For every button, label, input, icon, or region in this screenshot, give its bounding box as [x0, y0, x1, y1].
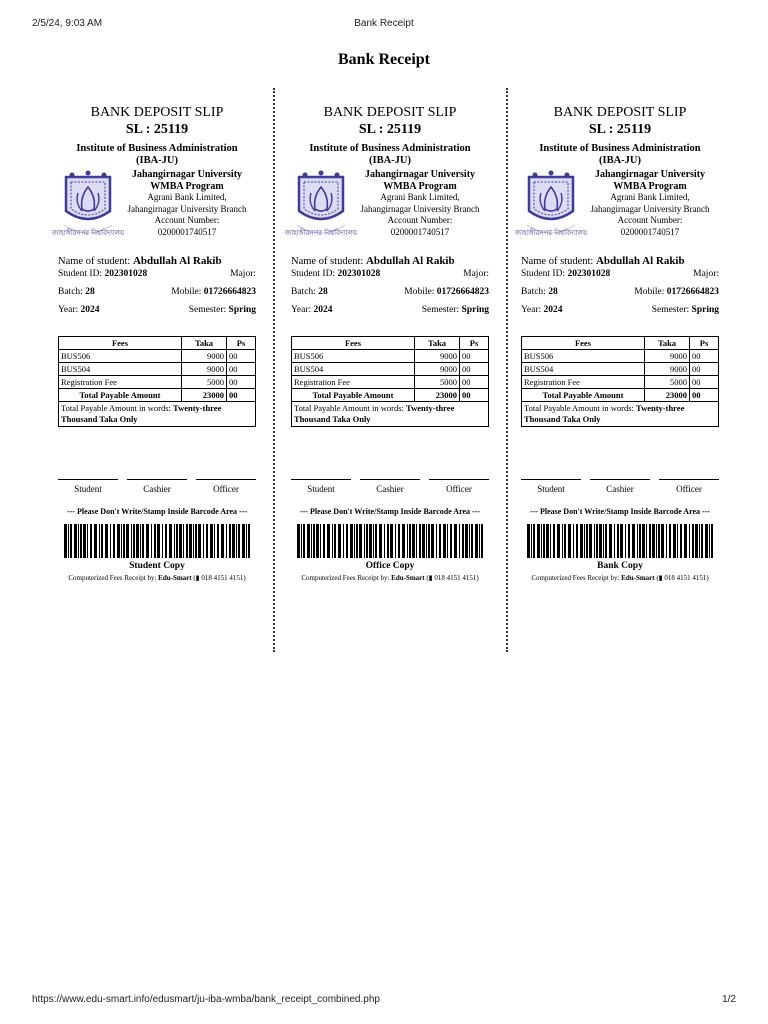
barcode-bar — [625, 524, 626, 558]
barcode-bar — [594, 524, 595, 558]
barcode-bar — [603, 524, 604, 558]
barcode-bar — [133, 524, 135, 558]
barcode-bar — [553, 524, 555, 558]
barcode-bar — [198, 524, 201, 558]
barcode-bar — [527, 524, 530, 558]
barcode-bar — [316, 524, 319, 558]
barcode-bar — [428, 524, 430, 558]
year: Year: 2024 — [58, 305, 100, 315]
signature-officer: Officer — [429, 479, 489, 494]
barcode-bar — [323, 524, 325, 558]
deposit-slip — [284, 104, 489, 582]
university-logo-icon — [284, 169, 358, 241]
col-ps: Ps — [690, 337, 719, 350]
barcode-bar — [94, 524, 97, 558]
barcode-bar — [656, 524, 657, 558]
year: Year: 2024 — [291, 305, 333, 315]
student-name: Abdullah Al Rakib — [132, 255, 222, 267]
table-row: Registration Fee 5000 00 — [292, 376, 489, 389]
barcode-bar — [350, 524, 353, 558]
col-ps: Ps — [227, 337, 256, 350]
barcode-bar — [454, 524, 457, 558]
major: Major: — [463, 269, 489, 279]
barcode-bar — [157, 524, 160, 558]
total-row: Total Payable Amount 23000 00 — [59, 389, 256, 402]
batch: Batch: 28 — [521, 287, 558, 297]
slip-title: BANK DEPOSIT SLIP — [90, 105, 224, 120]
barcode-bar — [409, 524, 411, 558]
barcode-bar — [162, 524, 163, 558]
bank-name: Agrani Bank Limited, — [610, 192, 690, 202]
barcode-bar — [669, 524, 671, 558]
barcode-bar — [343, 524, 344, 558]
barcode-bar — [136, 524, 139, 558]
barcode-bar — [711, 524, 713, 558]
barcode-bar — [557, 524, 560, 558]
total-row: Total Payable Amount 23000 00 — [522, 389, 719, 402]
col-fees: Fees — [522, 337, 645, 350]
semester: Semester: Spring — [188, 305, 256, 315]
institute-name: Institute of Business Administration (IBA-JU) — [309, 143, 471, 166]
barcode-bar — [165, 524, 167, 558]
fees-table — [291, 336, 489, 402]
mobile: Mobile: 01726664823 — [404, 287, 489, 297]
barcode-bar — [584, 524, 585, 558]
barcode-bar — [599, 524, 602, 558]
table-row: Registration Fee 5000 00 — [522, 376, 719, 389]
barcode-bar — [436, 524, 437, 558]
barcode-bar — [80, 524, 82, 558]
barcode-bar — [332, 524, 333, 558]
barcode-bar — [416, 524, 417, 558]
barcode-bar — [564, 524, 566, 558]
signature-student: Student — [58, 479, 118, 494]
barcode-bar — [605, 524, 607, 558]
col-ps: Ps — [460, 337, 489, 350]
bank-name: Agrani Bank Limited, — [380, 192, 460, 202]
barcode-bar — [402, 524, 405, 558]
barcode-bar — [450, 524, 452, 558]
barcode-bar — [541, 524, 542, 558]
mobile-phone-icon: ▮ — [195, 574, 200, 582]
barcode-bar — [439, 524, 441, 558]
barcode-bar — [422, 524, 425, 558]
barcode-bar — [327, 524, 330, 558]
svg-text:জাহাঙ্গীরনগর বিশ্ববিদ্যালয়: জাহাঙ্গীরনগর বিশ্ববিদ্যালয় — [51, 229, 125, 237]
barcode-bar — [475, 524, 478, 558]
barcode-bar — [189, 524, 192, 558]
barcode-bar — [701, 524, 703, 558]
account-number: 0200001740517 — [157, 226, 217, 237]
barcode-bar — [384, 524, 385, 558]
col-taka: Taka — [182, 337, 227, 350]
serial-number: SL : 25119 — [588, 122, 652, 137]
svg-text:জাহাঙ্গীরনগর বিশ্ববিদ্যালয়: জাহাঙ্গীরনগর বিশ্ববিদ্যালয় — [284, 229, 358, 237]
barcode-bar — [206, 524, 208, 558]
signature-officer: Officer — [659, 479, 719, 494]
semester: Semester: Spring — [651, 305, 719, 315]
barcode-bar — [699, 524, 700, 558]
phone-number: 018 4151 4151 — [664, 574, 707, 582]
barcode-bar — [398, 524, 400, 558]
barcode-bar — [303, 524, 305, 558]
table-row: Registration Fee 5000 00 — [59, 376, 256, 389]
barcode-bar — [705, 524, 708, 558]
print-timestamp: 2/5/24, 9:03 AM — [32, 18, 103, 29]
account-label: Account Number: — [617, 215, 683, 225]
signature-lines — [521, 479, 719, 494]
barcode-bar — [543, 524, 545, 558]
university-logo-icon — [51, 169, 125, 241]
barcode-bar — [479, 524, 480, 558]
amount-in-words: Total Payable Amount in words: Twenty-three Thousand Taka Only — [521, 402, 719, 427]
student-name-line: Name of student: Abdullah Al Rakib — [58, 255, 222, 267]
barcode-bar — [154, 524, 156, 558]
phone-number: 018 4151 4151 — [201, 574, 244, 582]
barcode-bar — [320, 524, 321, 558]
barcode-bar — [387, 524, 389, 558]
computerized-receipt-credit: Computerized Fees Receipt by: Edu-Smart (▮ 018 4151 4151) — [301, 574, 479, 582]
barcode-bar — [689, 524, 690, 558]
barcode-bar — [589, 524, 592, 558]
signature-officer: Officer — [196, 479, 256, 494]
print-page-number: 1/2 — [722, 994, 736, 1005]
barcode-bar — [359, 524, 362, 558]
barcode-bar — [390, 524, 393, 558]
mobile: Mobile: 01726664823 — [171, 287, 256, 297]
barcode-bar — [87, 524, 88, 558]
barcode-warning: --- Please Don't Write/Stamp Inside Barcode Area --- — [529, 507, 711, 516]
barcode-bar — [531, 524, 532, 558]
barcode-bar — [658, 524, 660, 558]
barcode-bar — [169, 524, 172, 558]
barcode-bar — [666, 524, 667, 558]
barcode-bar — [637, 524, 638, 558]
phone-number: 018 4151 4151 — [434, 574, 477, 582]
barcode-bar — [576, 524, 578, 558]
table-header — [292, 337, 489, 350]
barcode-bar — [412, 524, 415, 558]
fees-table — [58, 336, 256, 402]
barcode-bar — [99, 524, 100, 558]
mobile-phone-icon: ▮ — [428, 574, 433, 582]
mobile: Mobile: 01726664823 — [634, 287, 719, 297]
barcode-bar — [311, 524, 312, 558]
barcode-bar — [301, 524, 302, 558]
barcode-bar — [142, 524, 144, 558]
deposit-slip — [51, 104, 256, 582]
slip-title: BANK DEPOSIT SLIP — [553, 105, 687, 120]
program-name: WMBA Program — [613, 180, 687, 192]
student-name-line: Name of student: Abdullah Al Rakib — [521, 255, 685, 267]
barcode-bar — [221, 524, 224, 558]
barcode-bar — [174, 524, 175, 558]
signature-lines — [58, 479, 256, 494]
amount-in-words: Total Payable Amount in words: Twenty-three Thousand Taka Only — [58, 402, 256, 427]
copy-label: Student Copy — [129, 561, 185, 571]
barcode — [295, 524, 485, 558]
account-label: Account Number: — [154, 215, 220, 225]
student-name: Abdullah Al Rakib — [595, 255, 685, 267]
barcode-bar — [614, 524, 615, 558]
barcode-bar — [229, 524, 231, 558]
university-name: Jahangirnagar University — [131, 169, 243, 180]
barcode-bar — [609, 524, 612, 558]
barcode-bar — [176, 524, 178, 558]
university-name: Jahangirnagar University — [364, 169, 476, 180]
barcode-bar — [354, 524, 355, 558]
slip-title: BANK DEPOSIT SLIP — [323, 105, 457, 120]
barcode-bar — [68, 524, 69, 558]
barcode-bar — [628, 524, 630, 558]
print-page-title: Bank Receipt — [354, 18, 414, 29]
barcode-bar — [334, 524, 336, 558]
barcode-bar — [379, 524, 382, 558]
barcode-bar — [248, 524, 250, 558]
barcode-bar — [117, 524, 120, 558]
barcode-bar — [447, 524, 448, 558]
barcode-bar — [210, 524, 213, 558]
barcode-bar — [70, 524, 72, 558]
barcode-bar — [151, 524, 152, 558]
barcode-bar — [110, 524, 111, 558]
university-logo-icon — [514, 169, 588, 241]
barcode-bar — [246, 524, 247, 558]
signature-cashier: Cashier — [360, 479, 420, 494]
cut-line-divider — [273, 88, 275, 652]
col-fees: Fees — [59, 337, 182, 350]
barcode-bar — [620, 524, 623, 558]
copy-label: Bank Copy — [597, 561, 643, 571]
barcode-bar — [64, 524, 67, 558]
batch: Batch: 28 — [58, 287, 95, 297]
table-header — [59, 337, 256, 350]
barcode-bar — [562, 524, 563, 558]
barcode-bar — [113, 524, 115, 558]
barcode-bar — [126, 524, 129, 558]
bank-branch: Jahangirnagar University Branch — [590, 203, 710, 214]
barcode-bar — [677, 524, 678, 558]
program-name: WMBA Program — [150, 180, 224, 192]
amount-in-words: Total Payable Amount in words: Twenty-three Thousand Taka Only — [291, 402, 489, 427]
barcode-bar — [313, 524, 315, 558]
bank-block — [51, 169, 256, 241]
barcode-bar — [469, 524, 470, 558]
serial-number: SL : 25119 — [358, 122, 422, 137]
barcode-bar — [366, 524, 368, 558]
barcode-bar — [639, 524, 641, 558]
major: Major: — [230, 269, 256, 279]
barcode-bar — [459, 524, 460, 558]
barcode-bar — [692, 524, 694, 558]
barcode-bar — [661, 524, 664, 558]
barcode-bar — [443, 524, 446, 558]
barcode-bar — [369, 524, 372, 558]
institute-name: Institute of Business Administration (IBA-JU) — [539, 143, 701, 166]
barcode-warning: --- Please Don't Write/Stamp Inside Barcode Area --- — [66, 507, 248, 516]
barcode-bar — [193, 524, 194, 558]
bank-branch: Jahangirnagar University Branch — [360, 203, 480, 214]
print-url[interactable]: https://www.edu-smart.info/edusmart/ju-iba-wmba/bank_receipt_combined.php — [32, 994, 380, 1005]
barcode-bar — [242, 524, 245, 558]
barcode-bar — [680, 524, 682, 558]
program-name: WMBA Program — [383, 180, 457, 192]
barcode-bar — [580, 524, 583, 558]
barcode-bar — [105, 524, 108, 558]
barcode-bar — [140, 524, 141, 558]
barcode-bar — [546, 524, 549, 558]
barcode-bar — [186, 524, 188, 558]
barcode-bar — [375, 524, 377, 558]
student-name: Abdullah Al Rakib — [365, 255, 455, 267]
barcode-bar — [83, 524, 86, 558]
student-name-line: Name of student: Abdullah Al Rakib — [291, 255, 455, 267]
barcode-bar — [617, 524, 619, 558]
signature-cashier: Cashier — [127, 479, 187, 494]
university-name: Jahangirnagar University — [594, 169, 706, 180]
barcode — [62, 524, 252, 558]
barcode-bar — [195, 524, 197, 558]
barcode-bar — [431, 524, 434, 558]
table-row: BUS504 9000 00 — [59, 363, 256, 376]
barcode-bar — [203, 524, 204, 558]
barcode-bar — [238, 524, 240, 558]
table-row: BUS506 9000 00 — [59, 350, 256, 363]
svg-text:জাহাঙ্গীরনগর বিশ্ববিদ্যালয়: জাহাঙ্গীরনগর বিশ্ববিদ্যালয় — [514, 229, 588, 237]
barcode-bar — [183, 524, 184, 558]
mobile-phone-icon: ▮ — [658, 574, 663, 582]
barcode-bar — [684, 524, 687, 558]
barcode-bar — [471, 524, 473, 558]
student-id: Student ID: 202301028 — [521, 269, 611, 279]
barcode-bar — [217, 524, 219, 558]
barcode-bar — [346, 524, 348, 558]
barcode-bar — [307, 524, 310, 558]
deposit-slip — [514, 104, 719, 582]
signature-student: Student — [291, 479, 351, 494]
barcode-bar — [586, 524, 588, 558]
barcode-bar — [74, 524, 77, 558]
total-row: Total Payable Amount 23000 00 — [292, 389, 489, 402]
barcode-bar — [364, 524, 365, 558]
barcode-bar — [652, 524, 655, 558]
col-fees: Fees — [292, 337, 415, 350]
account-number: 0200001740517 — [620, 226, 680, 237]
barcode — [525, 524, 715, 558]
barcode-bar — [573, 524, 574, 558]
computerized-receipt-credit: Computerized Fees Receipt by: Edu-Smart (▮ 018 4151 4151) — [68, 574, 246, 582]
barcode-bar — [338, 524, 341, 558]
barcode-warning: --- Please Don't Write/Stamp Inside Barcode Area --- — [299, 507, 481, 516]
col-taka: Taka — [415, 337, 460, 350]
barcode-bar — [356, 524, 358, 558]
barcode-bar — [297, 524, 300, 558]
major: Major: — [693, 269, 719, 279]
barcode-bar — [121, 524, 122, 558]
barcode-bar — [426, 524, 427, 558]
barcode-bar — [465, 524, 468, 558]
col-taka: Taka — [645, 337, 690, 350]
barcode-bar — [709, 524, 710, 558]
student-id: Student ID: 202301028 — [291, 269, 381, 279]
bank-info — [118, 169, 256, 241]
barcode-bar — [90, 524, 92, 558]
bank-name: Agrani Bank Limited, — [147, 192, 227, 202]
barcode-bar — [395, 524, 396, 558]
barcode-bar — [642, 524, 645, 558]
barcode-bar — [533, 524, 535, 558]
barcode-bar — [123, 524, 125, 558]
batch: Batch: 28 — [291, 287, 328, 297]
barcode-bar — [226, 524, 227, 558]
barcode-bar — [568, 524, 571, 558]
student-id: Student ID: 202301028 — [58, 269, 148, 279]
institute-name: Institute of Business Administration (IBA-JU) — [76, 143, 238, 166]
barcode-bar — [596, 524, 598, 558]
cut-line-divider — [506, 88, 508, 652]
barcode-bar — [78, 524, 79, 558]
barcode-bar — [101, 524, 103, 558]
barcode-bar — [131, 524, 132, 558]
barcode-bar — [419, 524, 421, 558]
barcode-bar — [232, 524, 235, 558]
bank-block — [514, 169, 719, 241]
account-label: Account Number: — [387, 215, 453, 225]
barcode-bar — [632, 524, 635, 558]
signature-student: Student — [521, 479, 581, 494]
barcode-bar — [646, 524, 647, 558]
fees-table — [521, 336, 719, 402]
account-number: 0200001740517 — [390, 226, 450, 237]
semester: Semester: Spring — [421, 305, 489, 315]
barcode-bar — [236, 524, 237, 558]
signature-cashier: Cashier — [590, 479, 650, 494]
barcode-bar — [695, 524, 698, 558]
table-row: BUS506 9000 00 — [292, 350, 489, 363]
bank-info — [351, 169, 489, 241]
barcode-bar — [537, 524, 540, 558]
barcode-bar — [214, 524, 215, 558]
bank-block — [284, 169, 489, 241]
barcode-bar — [550, 524, 551, 558]
copy-label: Office Copy — [365, 561, 415, 571]
page-title: Bank Receipt — [338, 51, 430, 68]
table-header — [522, 337, 719, 350]
barcode-bar — [373, 524, 374, 558]
barcode-bar — [462, 524, 464, 558]
barcode-bar — [179, 524, 182, 558]
table-row: BUS504 9000 00 — [522, 363, 719, 376]
barcode-bar — [146, 524, 149, 558]
barcode-bar — [649, 524, 651, 558]
year: Year: 2024 — [521, 305, 563, 315]
barcode-bar — [673, 524, 676, 558]
bank-branch: Jahangirnagar University Branch — [127, 203, 247, 214]
bank-info — [581, 169, 719, 241]
barcode-bar — [407, 524, 408, 558]
computerized-receipt-credit: Computerized Fees Receipt by: Edu-Smart (▮ 018 4151 4151) — [531, 574, 709, 582]
signature-lines — [291, 479, 489, 494]
barcode-bar — [481, 524, 483, 558]
table-row: BUS504 9000 00 — [292, 363, 489, 376]
serial-number: SL : 25119 — [125, 122, 189, 137]
table-row: BUS506 9000 00 — [522, 350, 719, 363]
